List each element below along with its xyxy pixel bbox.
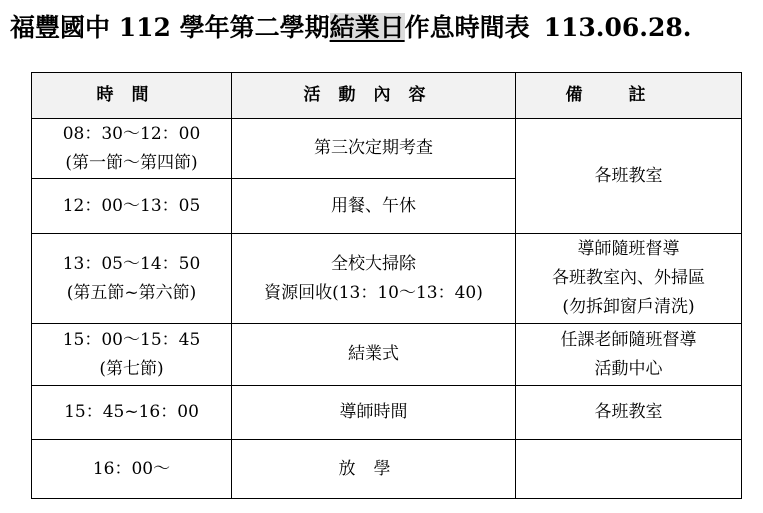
- table-row: [32, 324, 742, 386]
- time-cell: [32, 440, 232, 499]
- note-cell: [516, 440, 742, 499]
- note-cell: [516, 324, 742, 386]
- activity-text: 第三次定期考查: [314, 138, 433, 158]
- activity-text: 放學: [338, 458, 409, 479]
- note-text: 各班教室內、外掃區: [552, 268, 705, 288]
- title-date: 113.06.28.: [543, 13, 692, 42]
- time-range: 13：05～14：50: [62, 253, 201, 274]
- note-text: (勿拆卸窗戶清洗): [562, 297, 695, 317]
- activity-cell: [232, 324, 516, 386]
- note-text: 導師隨班督導: [577, 239, 680, 259]
- header-row: [32, 73, 742, 119]
- note-cell: [516, 119, 742, 234]
- title-prefix: 福豐國中 112 學年第二學期: [10, 13, 330, 42]
- time-range: 12：00～13：05: [62, 195, 201, 216]
- activity-text: 導師時間: [339, 402, 408, 422]
- note-cell: [516, 234, 742, 324]
- activity-cell: [232, 440, 516, 499]
- activity-cell: [232, 234, 516, 324]
- time-cell: [32, 386, 232, 440]
- activity-text: 資源回收(13：10～13：40): [264, 282, 483, 303]
- title-highlight: 結業日: [329, 13, 405, 42]
- table-row: [32, 440, 742, 499]
- table-row: [32, 386, 742, 440]
- time-cell: [32, 179, 232, 234]
- activity-text: 全校大掃除: [331, 253, 416, 274]
- activity-cell: [232, 119, 516, 179]
- page-title: [10, 8, 760, 48]
- time-range: 15：00～15：45: [62, 329, 201, 350]
- time-range: 08：30～12：00: [62, 123, 201, 144]
- period-label: (第五節~第六節): [66, 282, 197, 303]
- period-label: (第一節～第四節): [65, 152, 198, 173]
- time-cell: [32, 119, 232, 179]
- activity-text: 結業式: [348, 344, 399, 364]
- note-text: 各班教室: [594, 402, 663, 422]
- activity-cell: [232, 386, 516, 440]
- note-text: 任課老師隨班督導: [560, 329, 697, 350]
- time-cell: [32, 234, 232, 324]
- time-range: 15：45~16：00: [64, 402, 199, 422]
- note-text: 各班教室: [594, 165, 663, 186]
- title-suffix: 作息時間表: [404, 13, 530, 42]
- time-range: 16：00～: [92, 458, 171, 479]
- period-label: (第七節): [99, 358, 164, 379]
- header-activity: 活動內容: [232, 73, 516, 119]
- note-text: 活動中心: [594, 358, 663, 379]
- header-time: 時間: [32, 73, 232, 119]
- time-cell: [32, 324, 232, 386]
- activity-cell: [232, 179, 516, 234]
- table-row: [32, 119, 742, 179]
- note-cell: [516, 386, 742, 440]
- header-note: 備註: [516, 73, 742, 119]
- schedule-table: [31, 72, 742, 499]
- activity-text: 用餐、午休: [331, 195, 416, 216]
- table-row: [32, 234, 742, 324]
